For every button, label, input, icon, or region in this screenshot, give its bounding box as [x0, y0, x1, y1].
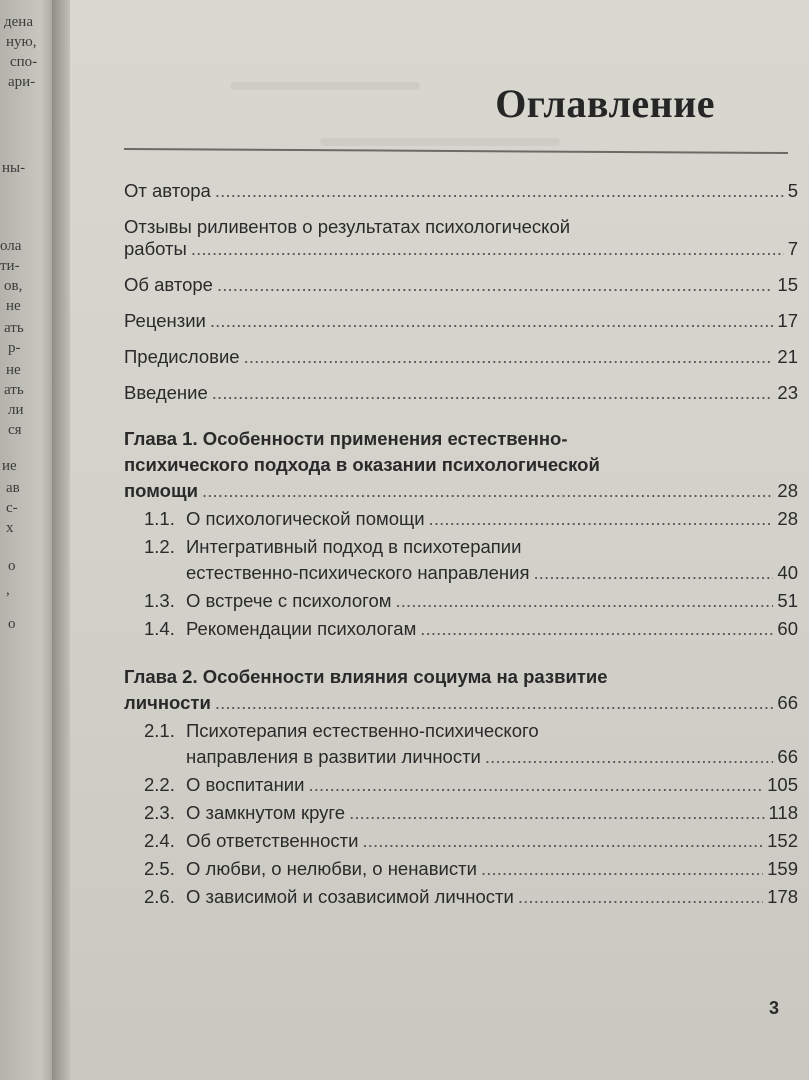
toc-section-2-3[interactable]	[124, 802, 798, 824]
toc-page-number: 17	[777, 310, 798, 331]
toc-entry-about-author[interactable]	[124, 274, 798, 296]
section-label: О психологической помощи	[186, 508, 425, 529]
left-page-text: не	[6, 362, 21, 378]
leader-dots	[191, 238, 784, 260]
leader-dots	[212, 382, 774, 404]
toc-page-number: 5	[787, 180, 798, 201]
leader-dots	[215, 180, 784, 202]
section-number: 2.1.	[144, 720, 175, 741]
left-page-text: ать	[4, 382, 24, 398]
left-page-text: ную,	[6, 34, 37, 50]
toc-entry-label: От автора	[124, 180, 211, 201]
toc-entry-reviews-2[interactable]	[124, 310, 798, 332]
section-label: О воспитании	[186, 774, 305, 795]
toc-page-number: 15	[777, 274, 798, 295]
section-label: О зависимой и созависимой личности	[186, 886, 514, 907]
leader-dots	[217, 274, 773, 296]
chapter-title-line1: Глава 1. Особенности применения естественно-	[124, 428, 568, 449]
toc-entry-label-line1: Отзывы риливентов о результатах психологической	[124, 216, 571, 237]
left-page-text: не	[6, 298, 21, 314]
left-page-text: х	[6, 520, 14, 536]
left-page-text: ти-	[0, 258, 20, 274]
section-number: 2.3.	[144, 802, 175, 823]
toc-section-2-6[interactable]	[124, 886, 798, 908]
toc-title: Оглавление	[495, 81, 715, 126]
left-page-text: ,	[6, 582, 10, 598]
toc-page-number: 66	[777, 692, 798, 713]
section-number: 1.1.	[144, 508, 175, 529]
left-page-text: ли	[8, 402, 24, 418]
toc-page-number: 51	[777, 590, 798, 611]
section-label-line1: Психотерапия естественно-психического	[186, 720, 539, 741]
title-rule	[124, 148, 788, 154]
leader-dots	[420, 618, 773, 640]
section-label-line1: Интегративный подход в психотерапии	[186, 536, 522, 557]
toc-entry-label: работы	[124, 238, 187, 259]
left-page-text: ны-	[2, 160, 26, 176]
section-label: естественно-психического направления	[186, 562, 530, 583]
toc-page-number: 28	[777, 480, 798, 501]
left-page-text: о	[8, 616, 16, 632]
toc-section-2-2[interactable]	[124, 774, 798, 796]
toc-section-1-2[interactable]	[124, 536, 798, 584]
section-label: направления в развитии личности	[186, 746, 481, 767]
chapter-title-line2: психического подхода в оказании психологической	[124, 454, 600, 475]
section-number: 2.5.	[144, 858, 175, 879]
left-page-text: дена	[4, 14, 33, 30]
leader-dots	[202, 480, 773, 502]
leader-dots	[349, 802, 764, 824]
section-label: Рекомендации психологам	[186, 618, 417, 639]
left-page-text: ав	[6, 480, 20, 496]
left-page-text: с-	[6, 500, 18, 516]
left-page-text: ола	[0, 238, 22, 254]
show-through	[320, 138, 560, 146]
toc-page-number: 28	[777, 508, 798, 529]
leader-dots	[362, 830, 763, 852]
leader-dots	[308, 774, 763, 796]
toc-entry-introduction[interactable]	[124, 382, 798, 404]
toc-page-number: 159	[767, 858, 798, 879]
toc-section-2-4[interactable]	[124, 830, 798, 852]
section-number: 1.3.	[144, 590, 175, 611]
toc-page-number: 152	[767, 830, 798, 851]
leader-dots	[215, 692, 774, 714]
leader-dots	[518, 886, 763, 908]
book-page	[70, 0, 809, 1080]
section-number: 1.2.	[144, 536, 175, 557]
toc-entry-label: Введение	[124, 382, 208, 403]
toc-entry-preface[interactable]	[124, 346, 798, 368]
section-label: О любви, о нелюбви, о ненависти	[186, 858, 477, 879]
leader-dots	[395, 590, 773, 612]
left-page-text: ие	[2, 458, 17, 474]
left-page-text: ать	[4, 320, 24, 336]
toc-page-number: 40	[777, 562, 798, 583]
section-number: 1.4.	[144, 618, 175, 639]
toc-section-1-1[interactable]	[124, 508, 798, 530]
table-of-contents	[124, 180, 798, 908]
toc-page-number: 178	[767, 886, 798, 907]
leader-dots	[534, 562, 774, 584]
leader-dots	[429, 508, 774, 530]
leader-dots	[244, 346, 774, 368]
left-page-text: о	[8, 558, 16, 574]
toc-page-number: 7	[787, 238, 798, 259]
left-page-text: ов,	[4, 278, 23, 294]
toc-entry-label: Предисловие	[124, 346, 240, 367]
leader-dots	[485, 746, 774, 768]
toc-chapter-1[interactable]	[124, 428, 798, 502]
chapter-title-line1: Глава 2. Особенности влияния социума на развитие	[124, 666, 608, 687]
toc-page-number: 118	[768, 802, 798, 823]
left-page-text: р-	[8, 340, 21, 356]
toc-page-number: 60	[777, 618, 798, 639]
toc-entry-label: Об авторе	[124, 274, 213, 295]
page-number: 3	[768, 998, 779, 1018]
section-number: 2.2.	[144, 774, 175, 795]
toc-page-number: 66	[777, 746, 798, 767]
toc-page-number: 105	[767, 774, 798, 795]
section-number: 2.6.	[144, 886, 175, 907]
toc-section-1-4[interactable]	[124, 618, 798, 640]
toc-entry-label: Рецензии	[124, 310, 206, 331]
toc-entry-from-author[interactable]	[124, 180, 798, 202]
section-number: 2.4.	[144, 830, 175, 851]
toc-entry-reviews[interactable]	[124, 216, 798, 260]
left-page-edge	[0, 0, 58, 1080]
chapter-title-last: помощи	[124, 480, 198, 501]
section-label: О встрече с психологом	[186, 590, 392, 611]
left-page-text: ся	[8, 422, 22, 438]
leader-dots	[481, 858, 763, 880]
chapter-title-last: личности	[124, 692, 211, 713]
toc-section-1-3[interactable]	[124, 590, 798, 612]
toc-page-number: 23	[777, 382, 798, 403]
toc-page-number: 21	[777, 346, 798, 367]
toc-section-2-1[interactable]	[124, 720, 798, 768]
left-page-text: спо-	[10, 54, 38, 70]
show-through	[230, 82, 420, 90]
section-label: О замкнутом круге	[186, 802, 346, 823]
toc-chapter-2[interactable]	[124, 666, 798, 714]
toc-section-2-5[interactable]	[124, 858, 798, 880]
leader-dots	[210, 310, 774, 332]
left-page-text: ари-	[8, 74, 36, 90]
section-label: Об ответственности	[186, 830, 359, 851]
